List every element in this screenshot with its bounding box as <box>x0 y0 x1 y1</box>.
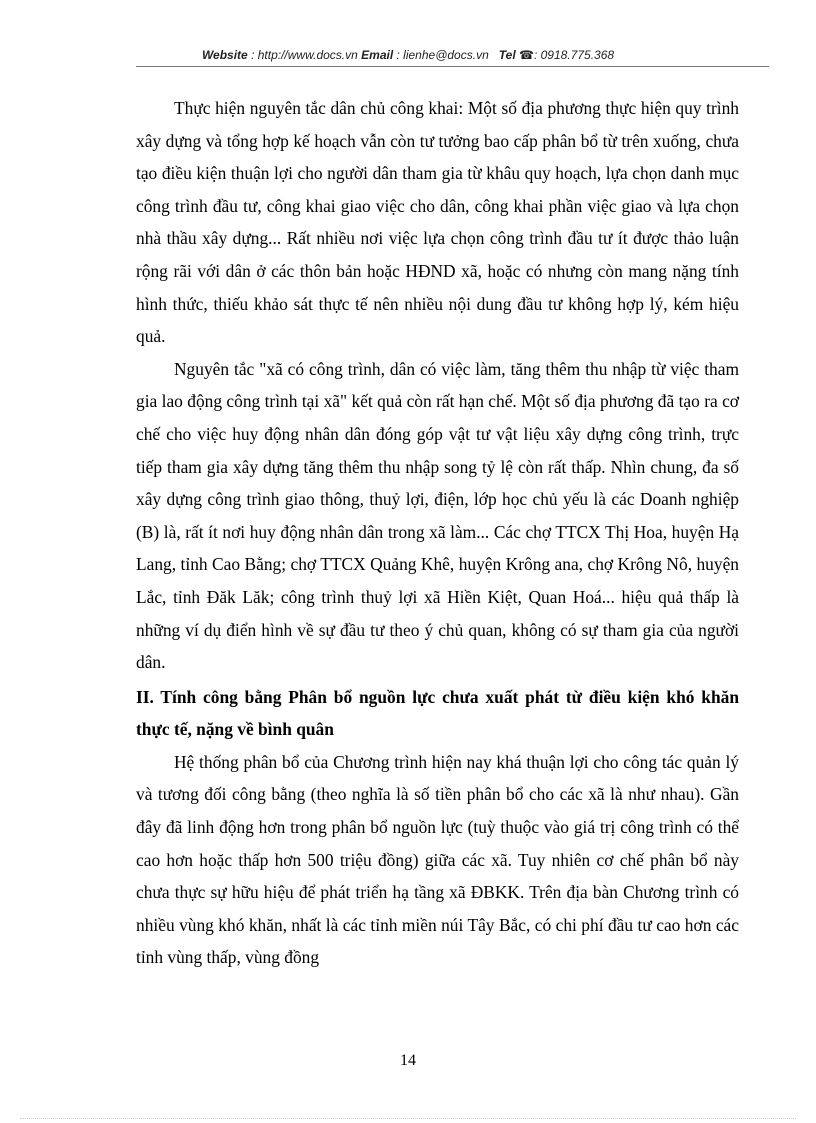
email-separator: : <box>393 48 404 62</box>
section-paragraph: Hệ thống phân bổ của Chương trình hiện nay khá thuận lợi cho công tác quản lý và tương đối công bằng (theo nghĩa là số tiền phân bổ cho các xã là như nhau). Gần đây đã linh động hơn trong phân bổ nguồn lực (tuỳ thuộc vào giá trị công trình có thể cao hơn hoặc thấp hơn 500 triệu đồng) giữa các xã. Tuy nhiên cơ chế phân bổ này chưa thực sự hữu hiệu để phát triển hạ tầng xã ĐBKK. Trên địa bàn Chương trình có nhiều vùng khó khăn, nhất là các tỉnh miền núi Tây Bắc, có chi phí đầu tư cao hơn các tỉnh vùng thấp, vùng đồng <box>136 751 739 968</box>
paragraph-1: Thực hiện nguyên tắc dân chủ công khai: Một số địa phương thực hiện quy trình xây dựng và tổng hợp kế hoạch vẫn còn tư tưởng bao cấp phân bổ từ trên xuống, chưa tạo điều kiện thuận lợi cho người dân tham gia từ khâu quy hoạch, lựa chọn danh mục công trình đầu tư, công khai giao việc cho dân, công khai phần việc giao và lựa chọn nhà thầu xây dựng... Rất nhiều nơi việc lựa chọn công trình đầu tư ít được thảo luận rộng rãi với dân ở các thôn bản hoặc HĐND xã, hoặc có nhưng còn mang nặng tính hình thức, thiếu khảo sát thực tế nên nhiều nội dung đầu tư không hợp lý, kém hiệu quả. <box>136 98 739 347</box>
tel-label: Tel <box>498 48 516 62</box>
section-heading: II. Tính công bằng Phân bổ nguồn lực chưa xuất phát từ điều kiện khó khăn thực tế, nặng về bình quân <box>136 686 739 740</box>
bottom-border <box>20 1118 796 1119</box>
tel-value: : 0918.775.368 <box>533 48 615 62</box>
email-label: Email <box>361 48 394 62</box>
website-separator: : <box>247 48 258 62</box>
document-body <box>136 92 739 974</box>
website-url[interactable]: http://www.docs.vn <box>257 48 358 62</box>
phone-icon: ☎ <box>519 48 534 62</box>
header-divider <box>136 66 769 67</box>
paragraph-2: Nguyên tắc "xã có công trình, dân có việc làm, tăng thêm thu nhập từ việc tham gia lao động công trình tại xã" kết quả còn rất hạn chế. Một số địa phương đã tạo ra cơ chế cho việc huy động nhân dân đóng góp vật tư vật liệu xây dựng công trình, trực tiếp tham gia xây dựng tăng thêm thu nhập song tỷ lệ còn rất thấp. Nhìn chung, đa số xây dựng công trình giao thông, thuỷ lợi, điện, lớp học chủ yếu là các Doanh nghiệp (B) là, rất ít nơi huy động nhân dân trong xã làm... Các chợ TTCX Thị Hoa, huyện Hạ Lang, tỉnh Cao Bằng; chợ TTCX Quảng Khê, huyện Krông ana, chợ Krông Nô, huyện Lắc, tỉnh Đăk Lăk; công trình thuỷ lợi xã Hiền Kiệt, Quan Hoá... hiệu quả thấp là những ví dụ điển hình về sự đầu tư theo ý chủ quan, không có sự tham gia của người dân. <box>136 358 739 673</box>
page-header <box>0 48 816 62</box>
email-value[interactable]: lienhe@docs.vn <box>403 48 489 62</box>
page-number: 14 <box>400 1052 416 1069</box>
website-label: Website <box>201 48 248 62</box>
